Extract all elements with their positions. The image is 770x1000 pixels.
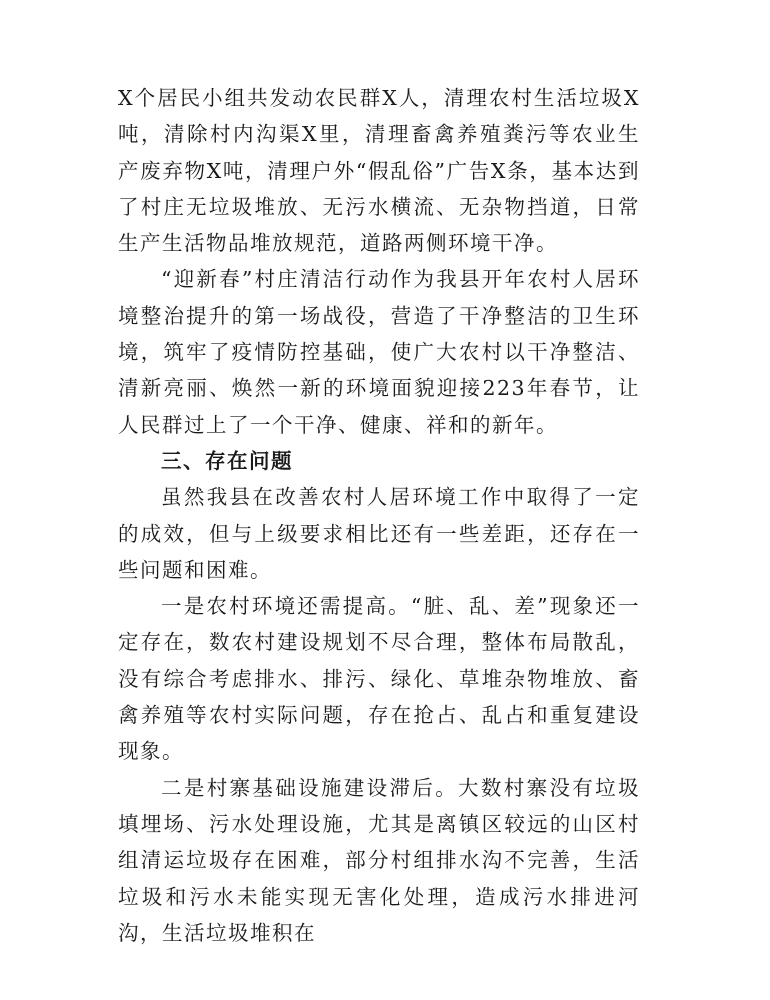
paragraph-continuation: X个居民小组共发动农民群X人，清理农村生活垃圾X吨，清除村内沟渠X里，清理畜禽养殖粪污等农业生产废弃物X吨，清理户外“假乱俗”广告X条，基本达到了村庄无垃圾堆放、无污水横流、无杂物挡道，日常生产生活物品堆放规范，道路两侧环境干净。 [118, 86, 640, 256]
paragraph-new-year-campaign: “迎新春”村庄清洁行动作为我县开年农村人居环境整治提升的第一场战役，营造了干净整洁的卫生环境，筑牢了疫情防控基础，使广大农村以干净整洁、清新亮丽、焕然一新的环境面貌迎接223年春节，让人民群过上了一个干净、健康、祥和的新年。 [118, 267, 640, 437]
paragraph-problem-two: 二是村寨基础设施建设滞后。大数村寨没有垃圾填埋场、污水处理设施，尤其是离镇区较远的山区村组清运垃圾存在困难，部分村组排水沟不完善，生活垃圾和污水未能实现无害化处理，造成污水排进河沟，生活垃圾堆积在 [118, 775, 640, 945]
document-body [118, 80, 640, 951]
paragraph-problem-one: 一是农村环境还需提高。“脏、乱、差”现象还一定存在，数农村建设规划不尽合理，整体布局散乱，没有综合考虑排水、排污、绿化、草堆杂物堆放、畜禽养殖等农村实际问题，存在抢占、乱占和重复建设现象。 [118, 594, 640, 764]
section-heading-existing-problems: 三、存在问题 [161, 448, 293, 473]
paragraph-problems-intro: 虽然我县在改善农村人居环境工作中取得了一定的成效，但与上级要求相比还有一些差距，还存在一些问题和困难。 [118, 485, 640, 582]
